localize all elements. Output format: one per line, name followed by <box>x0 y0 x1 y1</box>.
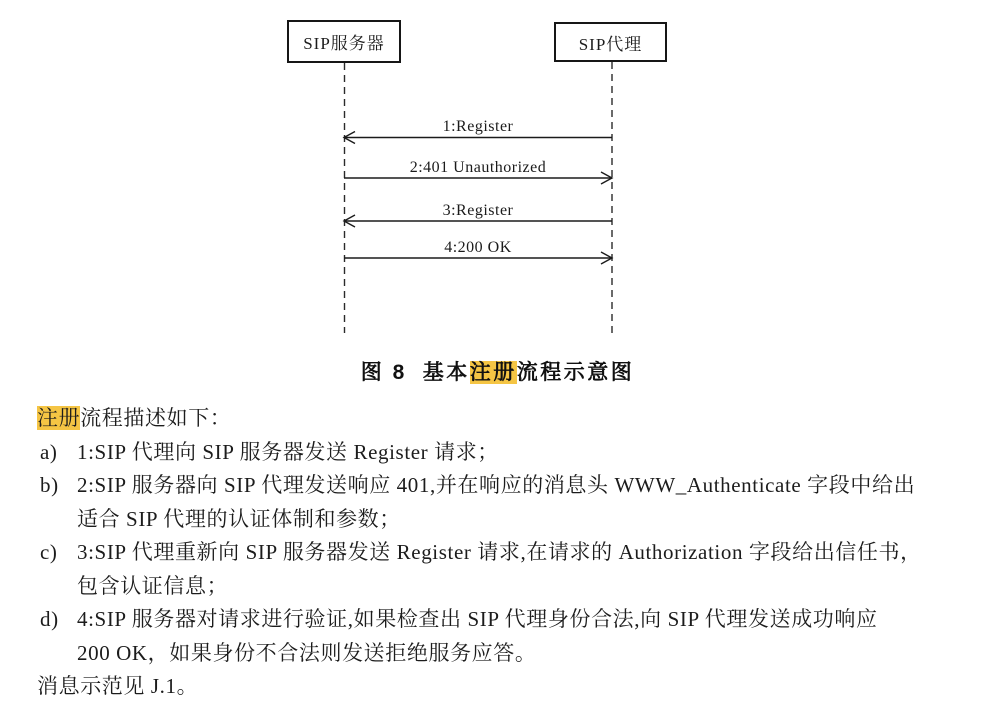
list-marker-a: a) <box>40 439 58 464</box>
list-item-b-line-2: 适合 SIP 代理的认证体制和参数； <box>77 506 401 531</box>
participant-label-sip-proxy: SIP代理 <box>578 34 643 54</box>
intro-highlighted-term: 注册 <box>37 406 81 430</box>
message-label-3: 3:Register <box>442 202 514 219</box>
caption-highlighted-term: 注册 <box>469 361 517 384</box>
list-item-d-line-2: 200 OK，如果身份不合法则发送拒绝服务应答。 <box>77 640 537 665</box>
sequence-diagram <box>0 0 995 345</box>
message-label-1: 1:Register <box>442 118 514 135</box>
list-item-d <box>37 603 972 670</box>
list-item-c <box>37 536 972 603</box>
list-item-c-line-1: 3:SIP 代理重新向 SIP 服务器发送 Register 请求,在请求的 Authorization 字段给出信任书， <box>77 540 922 564</box>
intro-line <box>37 402 972 436</box>
participant-box-sip-proxy <box>554 22 667 62</box>
footer-reference-line: 消息示范见 J.1。 <box>37 674 199 698</box>
intro-text: 流程描述如下： <box>80 406 232 430</box>
list-item-b <box>37 469 972 536</box>
figure-caption-number: 图 8 <box>360 361 407 384</box>
figure-caption <box>0 356 995 386</box>
participant-box-sip-server <box>287 20 401 63</box>
list-marker-b: b) <box>40 473 59 497</box>
body-text <box>37 402 972 704</box>
list-item-a-line-1: 1:SIP 代理向 SIP 服务器发送 Register 请求； <box>77 439 499 464</box>
figure-caption-pre: 基本 <box>422 361 470 384</box>
participant-label-sip-server: SIP服务器 <box>303 34 385 53</box>
list-marker-d: d) <box>40 607 59 631</box>
list-item-c-line-2: 包含认证信息； <box>77 573 229 598</box>
figure-caption-post: 流程示意图 <box>516 361 635 384</box>
list-marker-c: c) <box>40 540 58 564</box>
list-item-d-line-1: 4:SIP 服务器对请求进行验证,如果检查出 SIP 代理身份合法,向 SIP 代理发送成功响应 <box>77 607 878 631</box>
list-item-a <box>37 436 972 470</box>
list-item-b-line-1: 2:SIP 服务器向 SIP 代理发送响应 401,并在响应的消息头 WWW_Authenticate 字段中给出 <box>77 473 916 497</box>
message-label-2: 2:401 Unauthorized <box>409 159 547 176</box>
message-label-4: 4:200 OK <box>444 239 512 256</box>
